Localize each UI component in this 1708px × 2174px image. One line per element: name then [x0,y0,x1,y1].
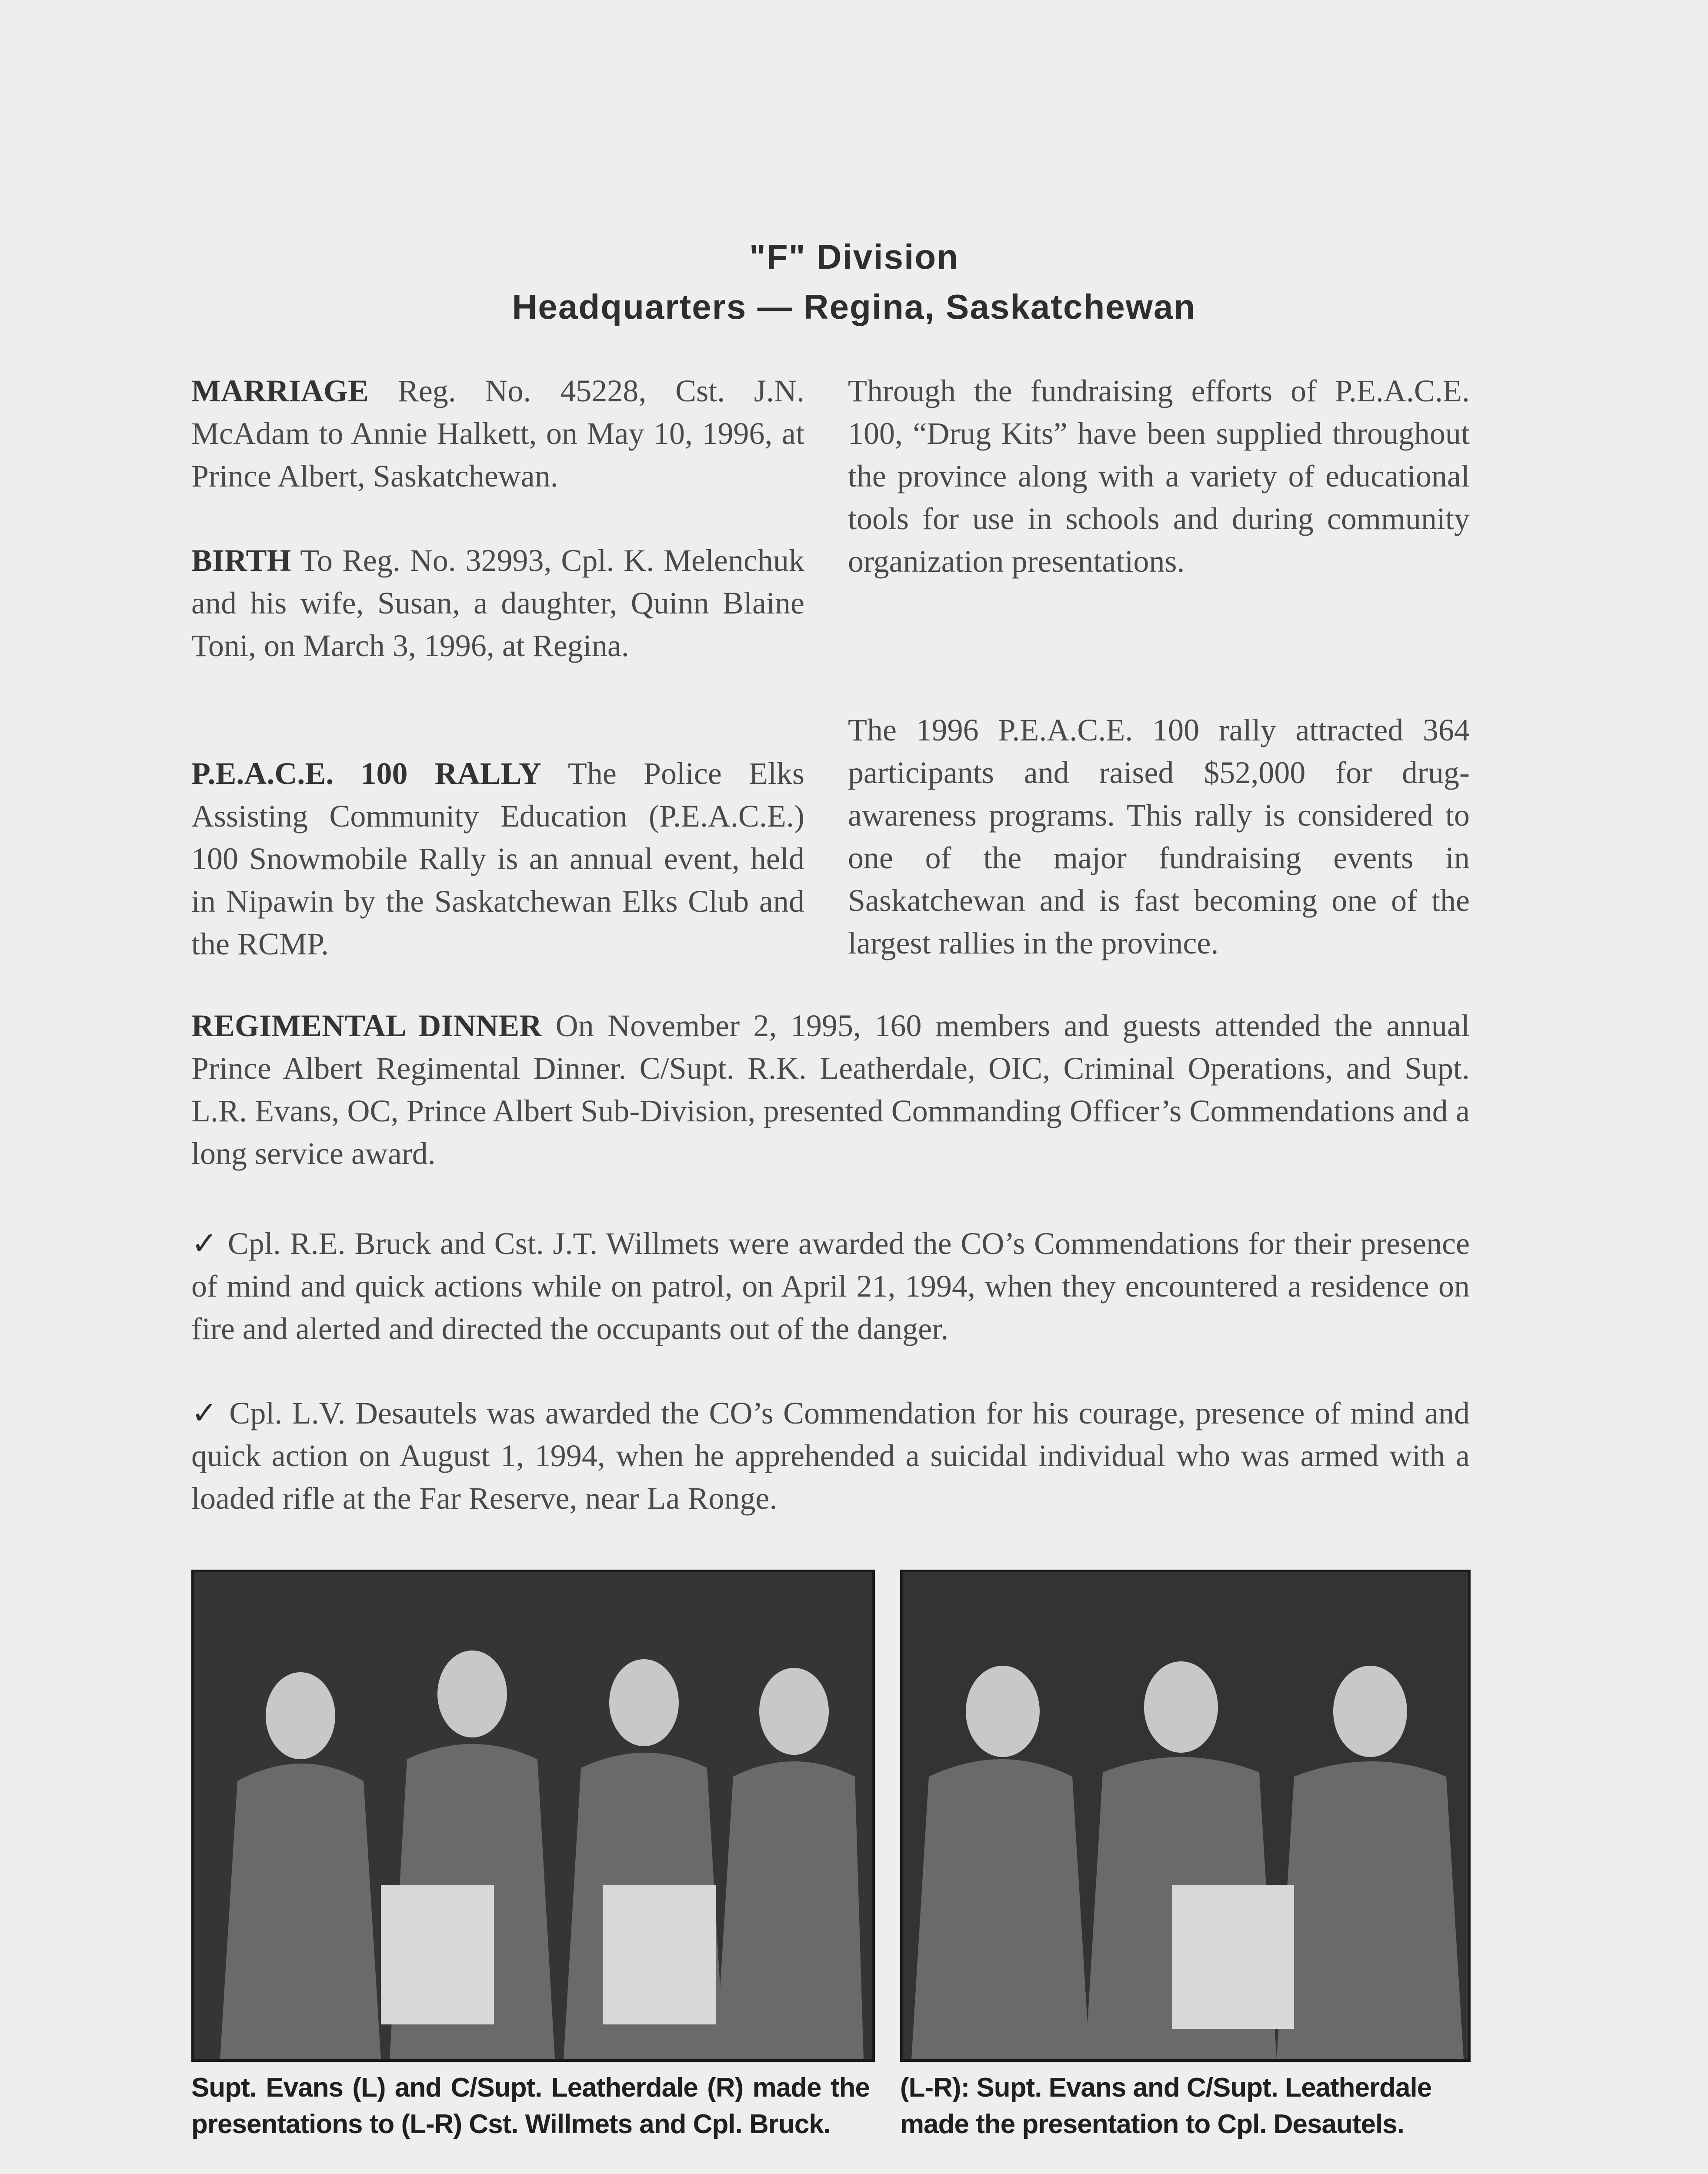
birth-notice [191,539,804,667]
peace-rally-intro [191,752,804,965]
regimental-dinner-lead: REGIMENTAL DINNER [191,1008,542,1043]
check-icon: ✓ [191,1394,220,1431]
marriage-notice [191,370,804,497]
commendation-text: Cpl. R.E. Bruck and Cst. J.T. Willmets were awarded the CO’s Commendations for their presence of mind and quick actions while on patrol, on April 21, 1994, when they encountered a residence on fire and alerted and directed the occupants out of the danger. [191,1226,1470,1346]
commendation-text: Cpl. L.V. Desautels was awarded the CO’s Commendation for his courage, presence of mind and quick action on August 1, 1994, when he apprehended a suicidal individual who was armed with a loaded rifle at the Far Reserve, near La Ronge. [191,1396,1470,1516]
birth-text: To Reg. No. 32993, Cpl. K. Melenchuk and his wife, Susan, a daughter, Quinn Blaine Toni, on March 3, 1996, at Regina. [191,543,804,663]
rally-results-paragraph: The 1996 P.E.A.C.E. 100 rally attracted 364 participants and raised $52,000 for drug-awareness programs. This rally is considered to one of the major fundraising events in Saskatchewan and is fast becoming one of the largest rallies in the province. [848,713,1470,960]
commendation-item [191,1222,1470,1350]
marriage-text: Reg. No. 45228, Cst. J.N. McAdam to Annie Halkett, on May 10, 1996, at Prince Albert, Saskatchewan. [191,373,804,493]
commendation-item [191,1391,1470,1520]
photo-desautels [900,1570,1471,2062]
peace-rally-lead: P.E.A.C.E. 100 RALLY [191,756,542,791]
regimental-dinner-text: On November 2, 1995, 160 members and guests attended the annual Prince Albert Regimental Dinner. C/Supt. R.K. Leatherdale, OIC, Criminal Operations, and Supt. L.R. Evans, OC, Prince Albert Sub-Division, presented Commanding Officer’s Commendations and a long service award. [191,1008,1470,1171]
peace-rally-text: The Police Elks Assisting Community Education (P.E.A.C.E.) 100 Snowmobile Rally is an annual event, held in Nipawin by the Saskatchewan Elks Club and the RCMP. [191,756,804,961]
drug-kits-paragraph: Through the fundraising efforts of P.E.A.C.E. 100, “Drug Kits” have been supplied throughout the province along with a variety of educational tools for use in schools and during community organization presentations. [848,373,1470,579]
photo-willmets-bruck [191,1570,875,2062]
marriage-lead: MARRIAGE [191,373,369,408]
check-icon: ✓ [191,1225,219,1261]
division-title: "F" Division [749,237,959,276]
headquarters-subtitle: Headquarters — Regina, Saskatchewan [512,287,1196,326]
birth-lead: BIRTH [191,543,291,578]
caption-photo-2: (L-R): Supt. Evans and C/Supt. Leatherdale made the presentation to Cpl. Desautels. [900,2073,1432,2139]
regimental-dinner-paragraph [191,1004,1470,1175]
caption-photo-1: Supt. Evans (L) and C/Supt. Leatherdale (R) made the presentations to (L-R) Cst. Willmets and Cpl. Bruck. [191,2073,870,2139]
